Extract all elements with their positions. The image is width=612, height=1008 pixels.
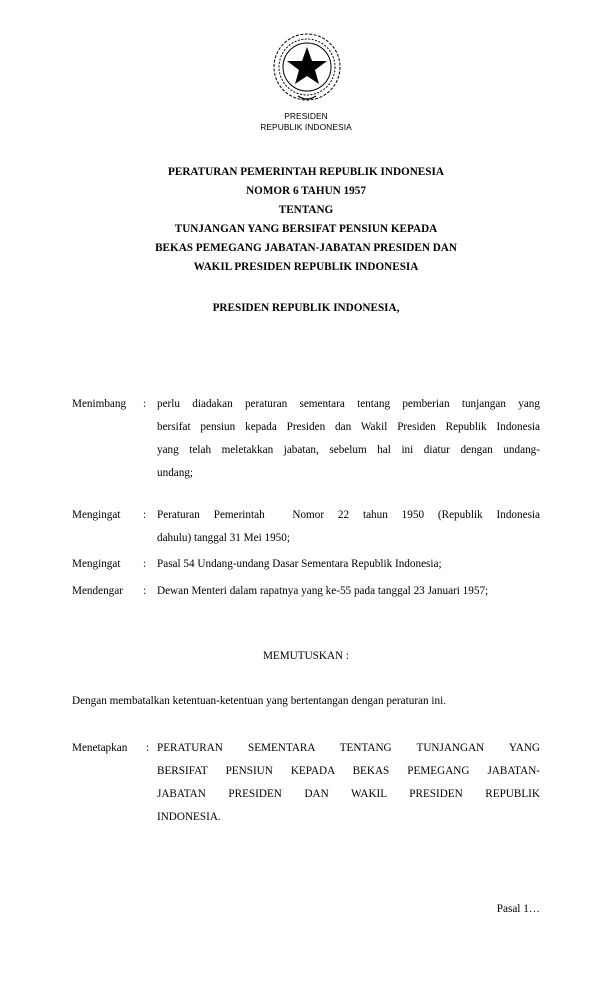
establish-line: JABATAN PRESIDEN DAN WAKIL PRESIDEN REPUBLIK [157, 788, 540, 800]
emblem-caption-line-2: REPUBLIK INDONESIA [260, 122, 352, 132]
clause-label: Mengingat [72, 509, 121, 521]
emblem-caption-line-1: PRESIDEN [284, 111, 328, 121]
title-line: BEKAS PEMEGANG JABATAN-JABATAN PRESIDEN DAN [155, 242, 457, 254]
clause-colon: : [143, 585, 147, 597]
clause-label: Menimbang [72, 398, 127, 410]
clause-colon: : [143, 398, 147, 410]
establish-content [157, 737, 540, 829]
clause-line: Dewan Menteri dalam rapatnya yang ke-55 pada tanggal 23 Januari 1957; [157, 585, 489, 597]
establish-colon: : [146, 742, 150, 754]
title-line: TENTANG [278, 204, 334, 216]
establish-line: PERATURAN SEMENTARA TENTANG TUNJANGAN YANG [157, 742, 540, 754]
clause-content [157, 504, 540, 550]
clause-line: bersifat pensiun kepada Presiden dan Wakil Presiden Republik Indonesia [157, 421, 540, 433]
document-title [0, 163, 612, 277]
clause-label: Mengingat [72, 558, 121, 570]
title-line: WAKIL PRESIDEN REPUBLIK INDONESIA [193, 261, 419, 273]
clause-content [157, 393, 540, 485]
clause-content [157, 553, 540, 576]
establish-label: Menetapkan [72, 742, 128, 754]
clause-line: dahulu) tanggal 31 Mei 1950; [157, 532, 290, 544]
title-line: NOMOR 6 TAHUN 1957 [246, 185, 366, 197]
clause-content [157, 580, 540, 603]
clause-colon: : [143, 558, 147, 570]
clause-label: Mendengar [72, 585, 123, 597]
establish-line: BERSIFAT PENSIUN KEPADA BEKAS PEMEGANG JABATAN- [157, 765, 540, 777]
presidential-emblem [270, 30, 344, 104]
clause-line: perlu diadakan peraturan sementara tentang pemberian tunjangan yang [157, 398, 540, 410]
title-line: TUNJANGAN YANG BERSIFAT PENSIUN KEPADA [174, 223, 438, 235]
authority-heading: PRESIDEN REPUBLIK INDONESIA, [212, 302, 400, 314]
clause-line: undang; [157, 467, 194, 479]
establish-line: INDONESIA. [157, 811, 221, 823]
next-page-reference: Pasal 1… [496, 903, 540, 915]
clause-line: Peraturan Pemerintah Nomor 22 tahun 1950 (Republik Indonesia [157, 509, 540, 521]
clause-line: yang telah meletakkan jabatan, sebelum hal ini diatur dengan undang- [157, 444, 540, 456]
title-line: PERATURAN PEMERINTAH REPUBLIK INDONESIA [168, 166, 444, 178]
clause-colon: : [143, 509, 147, 521]
revocation-text: Dengan membatalkan ketentuan-ketentuan yang bertentangan dengan peraturan ini. [72, 695, 447, 707]
decision-heading: MEMUTUSKAN : [262, 650, 350, 662]
clause-line: Pasal 54 Undang-undang Dasar Sementara Republik Indonesia; [157, 558, 442, 570]
